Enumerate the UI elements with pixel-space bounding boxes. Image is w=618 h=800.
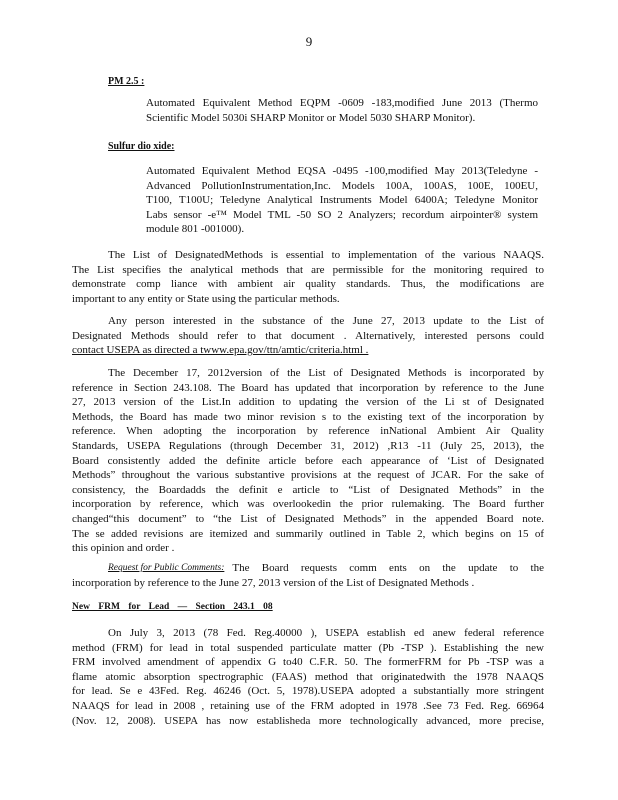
text-line: incorporation by reference, which was overlookedin the prior rulemaking. The Board further [72,498,544,511]
text-line: Labs sensor -e™ Model TML -50 SO 2 Analyzers; recordum airpointer® system [146,208,538,221]
text-line: The December 17, 2012version of the List of Designated Methods is incorporated by [108,367,544,379]
paragraph-december-version [72,366,544,556]
pm-method-block [146,96,538,125]
sulfur-method-block [146,164,538,237]
text-line: reference. When adopting the incorporation by reference inNational Ambient Air Quality [72,425,544,438]
text-line: Advanced PollutionInstrumentation,Inc. Models 100A, 100AS, 100E, 100EU, [146,179,538,192]
text-line: demonstrate comp liance with ambient air quality standards. Thus, the modifications are [72,278,544,291]
paragraph-interested-persons [72,314,544,358]
text-fragment: The Board requests comm ents on the update to the [232,562,544,574]
text-line: Methods” throughout the various substantive provisions at the request of JCAR. For the sake of [72,469,544,482]
text-line: The List of DesignatedMethods is essential to implementation of the various NAAQS. [108,249,544,261]
text-line: reference in Section 243.108. The Board has updated that incorporation by reference to the June [72,381,544,394]
paragraph-list-importance [72,248,544,306]
text-line: changed“this document” to “the List of Designated Methods” in the appended Board note. [72,512,544,525]
text-line: The List specifies the analytical methods that are permissible for the monitoring required to [72,263,544,276]
text-line: for lead. Se e 43Fed. Reg. 46246 (Oct. 5, 1978).USEPA adopted a substantially more stringent [72,685,544,698]
text-line: Standards, USEPA Regulations (through December 31, 2012) ,R13 -11 (July 25, 2013), the [72,439,544,452]
text-line: incorporation by reference to the June 27, 2013 version of the List of Designated Methods . [72,576,475,589]
text-line: Methods, the Board has made two minor revision s to the existing text of the incorporation by [72,410,544,423]
frm-heading: New FRM for Lead — Section 243.1 08 [72,602,273,612]
public-comments-label: Request for Public Comments: [108,563,225,573]
text-line: flame atomic absorption spectrographic (FAAS) method that originatedwith the 1978 NAAQS [72,670,544,683]
text-line: method (FRM) for lead in total suspended particulate matter (Pb -TSP ). Establishing the new [72,641,544,654]
page-number: 9 [305,34,313,49]
text-line: T100, T100U; Teledyne Analytical Instruments Model 6400A; Teledyne Monitor [146,194,538,207]
text-line: NAAQS for lead in 2008 , retaining use of the FRM adopted in 1978 .See 73 Fed. Reg. 66964 [72,699,544,712]
sulfur-heading: Sulfur dio xide: [108,141,175,152]
text-line: 27, 2013 version of the List.In addition to updating the version of the Li st of Designated [72,396,544,409]
text-line: Designated Methods should refer to that document . Alternatively, interested persons could [72,329,544,342]
text-line: this opinion and order . [72,542,175,555]
text-line: consistency, the Boardadds the definit e article to “List of Designated Methods” in the [72,483,544,496]
paragraph-public-comments [72,561,544,590]
text-line: (Nov. 12, 2008). USEPA has now establisheda more technologically advanced, more precise, [72,714,544,727]
pm-heading: PM 2.5 : [108,76,145,87]
text-line: FRM involved amendment of appendix G to40 C.F.R. 50. The formerFRM for Pb -TSP was a [72,656,544,669]
text-line: Automated Equivalent Method EQSA -0495 -100,modified May 2013(Teledyne - [146,165,538,177]
text-line: Scientific Model 5030i SHARP Monitor or Model 5030 SHARP Monitor). [146,111,476,124]
text-line: Board consistently added the definite article before each appearance of ‘List of Designated [72,454,544,467]
epa-link-line[interactable]: contact USEPA as directed a twww.epa.gov/ttn/amtic/criteria.html . [72,344,369,357]
text-line: module 801 -001000). [146,223,245,236]
text-line: Automated Equivalent Method EQPM -0609 -183,modified June 2013 (Thermo [146,97,538,109]
paragraph-new-frm [72,626,544,728]
text-line [72,561,544,576]
text-line: important to any entity or State using the particular methods. [72,292,340,305]
text-line: On July 3, 2013 (78 Fed. Reg.40000 ), USEPA establish ed anew federal reference [108,627,544,639]
text-line: The se added revisions are itemized and summarily outlined in Table 2, which begins on 15 of [72,527,544,540]
text-line: Any person interested in the substance of the June 27, 2013 update to the List of [108,315,544,327]
